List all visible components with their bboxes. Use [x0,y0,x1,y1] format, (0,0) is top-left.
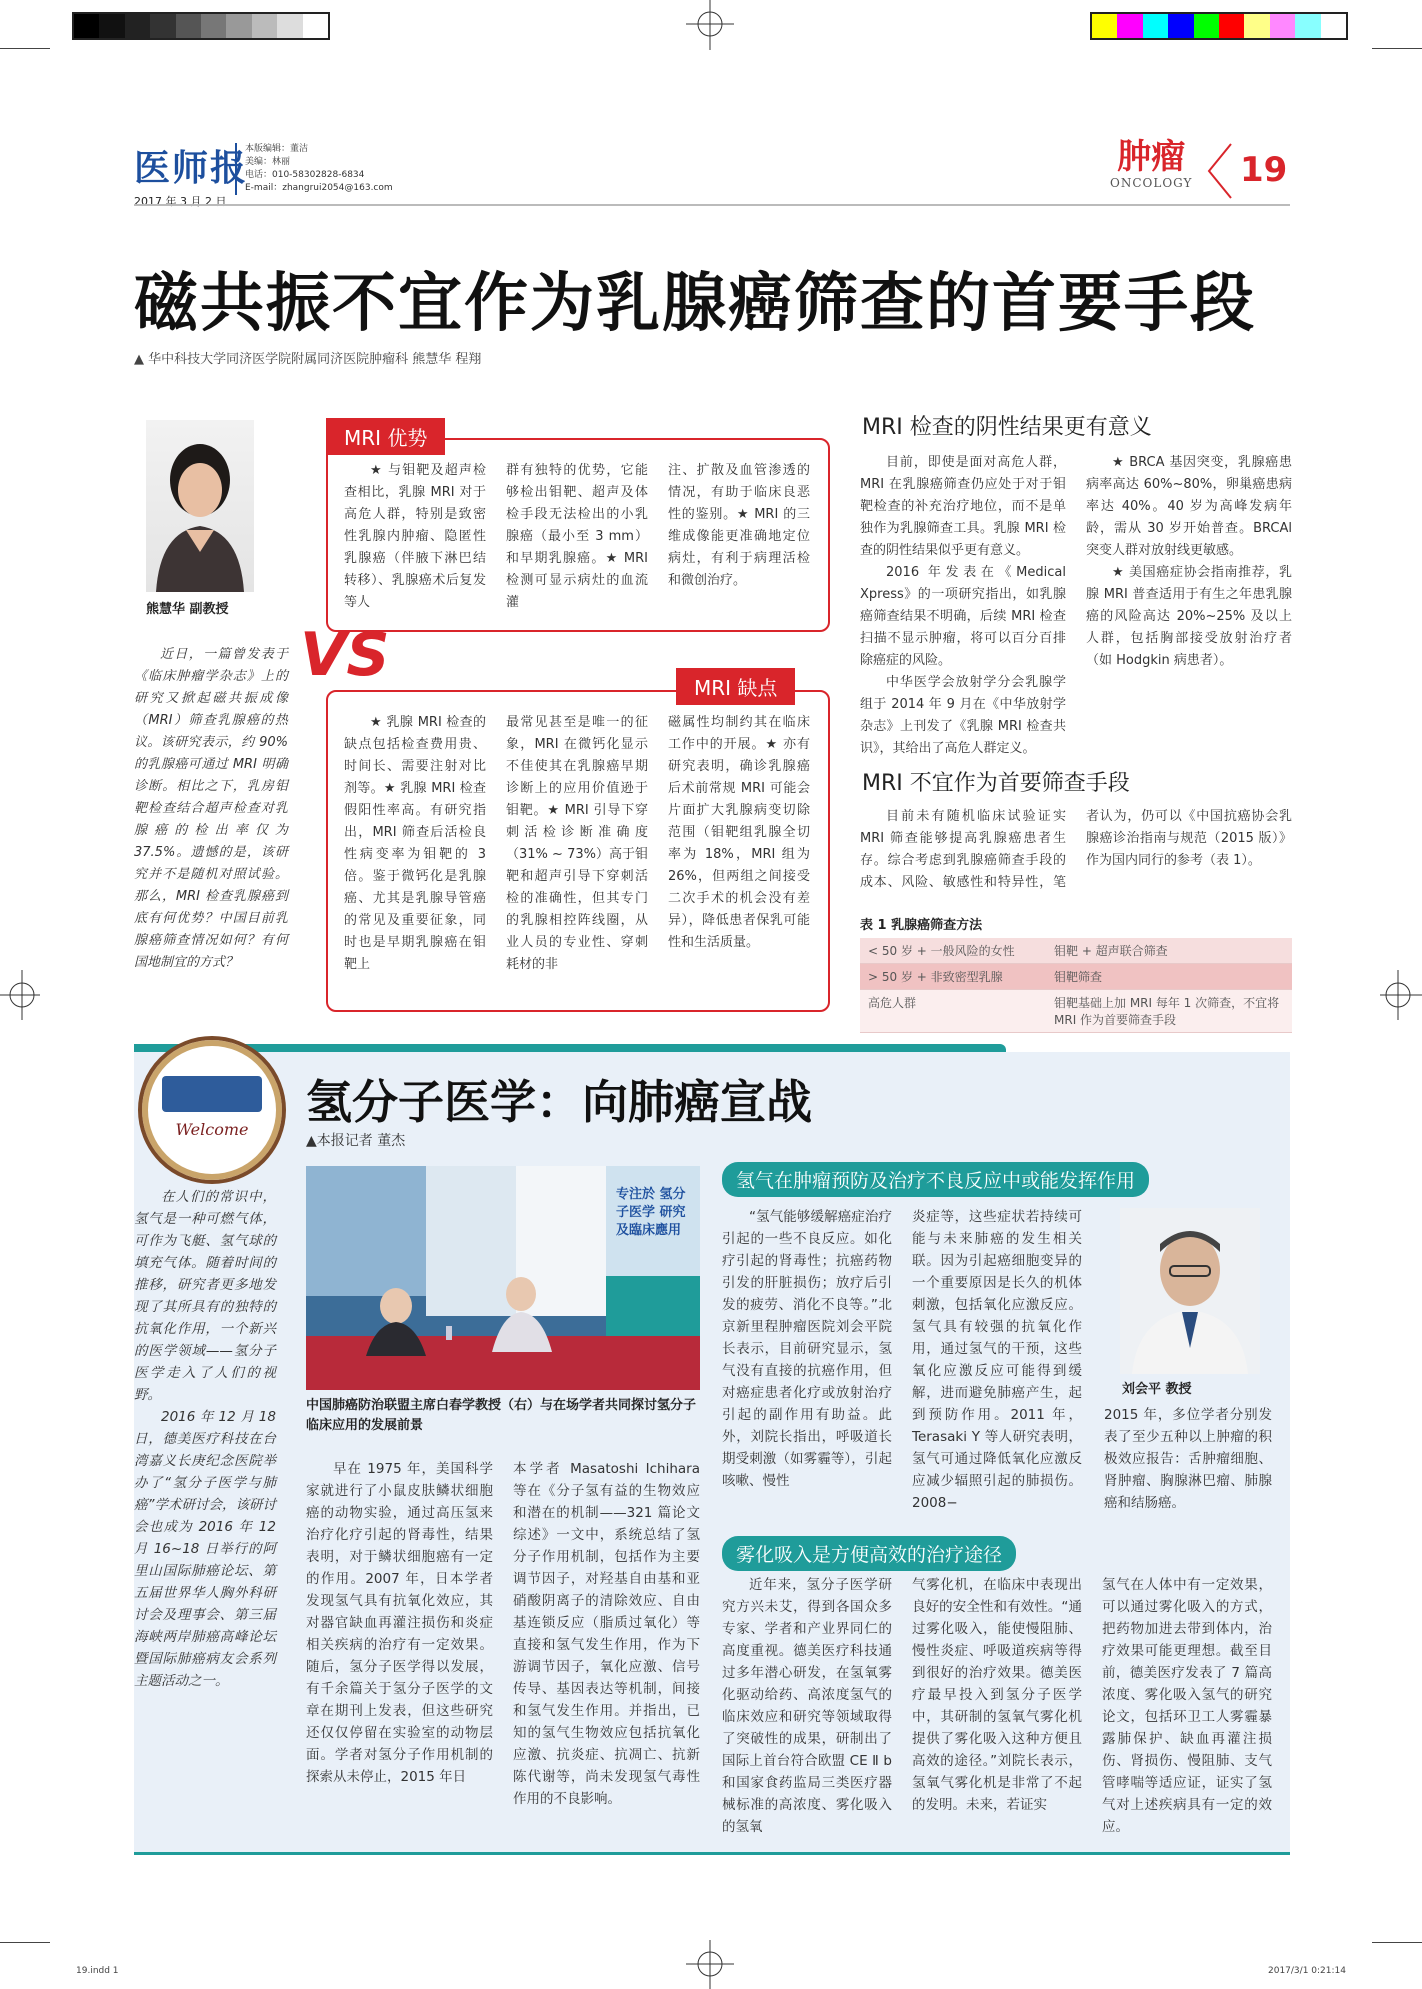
pros-column: 群有独特的优势，它能够检出钼靶、超声及体检手段无法检出的小乳腺癌（最小至 3 mm）和早期乳腺癌。★ MRI 检测可显示病灶的血流灌 [506,463,648,610]
footer-file-name: 19.indd 1 [76,1966,119,1976]
body-column: 近年来，氢分子医学研究方兴未艾，得到各国众多专家、学者和产业界同仁的高度重视。德美医疗科技通过多年潜心研发，在氢氧雾化驱动给药、高浓度氢气的临床效应和研究等领域取得了突破性的成果，研制出了国际上首台符合欧盟 CE Ⅱ b 和国家食药监局三类医疗器械标准的高浓度、雾化吸入的氢氧 [722,1577,892,1835]
newspaper-logo: 医师报 [134,147,249,189]
intro-text [134,1186,276,1692]
footer-timestamp: 2017/3/1 0:21:14 [1268,1966,1346,1976]
paragraph: 在人们的常识中，氢气是一种可燃气体，可作为飞艇、氢气球的填充气体。随着时间的推移，研究者更多地发现了其所具有的独特的抗氧化作用，一个新兴的医学领域——氢分子医学走入了人们的视野。 [134,1189,276,1403]
issue-date: 2017 年 3 月 2 日 [134,195,227,208]
pros-column: ★ 与钼靶及超声检查相比，乳腺 MRI 对于高危人群，特别是致密性乳腺内肿瘤、隐匿性乳腺癌（伴腋下淋巴结转移）、乳腺癌术后复发等人 [344,463,486,610]
body-column: “氢气能够缓解癌症治疗引起的一些不良反应。如化疗引起的肾毒性；抗癌药物引发的肝脏损伤；放疗后引发的疲劳、消化不良等。”北京新里程肿瘤医院刘会平院长表示，目前研究显示，氢气没有直接的抗癌作用，但对癌症患者化疗或放射治疗引起的副作用有助益。此外，刘院长指出，呼吸道长期受刺激（如雾霾等），引起咳嗽、慢性 [722,1209,892,1489]
pros-column: 注、扩散及血管渗透的情况，有助于临床良恶性的鉴别。★ MRI 的三维成像能更准确地定位病灶，有利于病理活检和微创治疗。 [668,463,810,588]
photo-banner-text: 专注於 氢分子医学 研究及臨床應用 [616,1187,686,1238]
article-title: 氢分子医学：向肺癌宣战 [306,1075,812,1129]
masthead-divider [134,204,1290,206]
table-cell: > 50 岁 + 非致密型乳腺 [860,964,1046,990]
subsection-2-text [722,1574,1272,1838]
screening-table [860,938,1292,1033]
event-photo [306,1166,700,1390]
body-column: 炎症等，这些症状若持续可能与未来肺癌的发生相关联。因为引起癌细胞变异的一个重要原因是长久的机体刺激，包括氧化应激反应。氢气具有较强的抗氧化作用，通过氢气的干预，这些氧化应激反应可能得到缓解，进而避免肺癌产生，起到预防作用。2011 年，Terasaki Y 等人研究表明，氢气可通过降低氧化应激反应减少辐照引起的肺损伤。2008− [912,1209,1082,1511]
author-caption: 熊慧华 副教授 [146,602,229,617]
editor-info [235,143,393,195]
table-cell: 钼靶筛查 [1046,964,1292,990]
table-title: 表 1 乳腺癌筛查方法 [860,918,983,933]
table-row [860,938,1292,964]
doctor-caption: 刘会平 教授 [1122,1382,1192,1397]
section-heading: MRI 检查的阴性结果更有意义 [862,415,1152,440]
article-title: 磁共振不宜作为乳腺癌筛查的首要手段 [134,267,1256,341]
person-portrait-icon [146,420,254,592]
registration-mark-bottom [680,1940,740,1989]
registration-mark-right [1380,970,1422,1020]
person-portrait-icon [1120,1208,1260,1374]
page-number: 19 [1240,150,1288,190]
cons-label: MRI 缺点 [676,668,795,705]
badge-banner [162,1076,262,1112]
body-column: 本学者 Masatoshi Ichihara 等在《分子氢有益的生物效应和潜在的机制——321 篇论文综述》一文中，系统总结了氢分子作用机制，包括作为主要调节因子，对羟基自由基和亚硝酸阴离子的清除效应、自由基连锁反应（脂质过氧化）等直接和氢气发生作用，作为下游调节因子，氧化应激、信号传导、基因表达等机制，间接和氢气发生作用。并指出，已知的氢气生物效应包括抗氧化应激、抗炎症、抗凋亡、抗新陈代谢等，尚未发现氢气毒性作用的不良影响。 [513,1461,700,1807]
side-text-2: 目前未有随机临床试验证实 MRI 筛查能够提高乳腺癌患者生存。综合考虑到乳腺癌筛查手段的成本、风险、敏感性和特异性，笔者认为，仍可以《中国抗癌协会乳腺癌诊治指南与规范（2015 版）》作为国内同行的参考（表 1）。 [860,809,1292,890]
registration-mark-left [0,970,40,1020]
section-title: 肿瘤 [1117,137,1186,177]
color-calibration-bar [1090,12,1348,40]
photo-caption: 中国肺癌防治联盟主席白春学教授（右）与在场学者共同探讨氢分子临床应用的发展前景 [306,1398,697,1433]
body-column: 氢气在人体中有一定效果，可以通过雾化吸入的方式，把药物加进去带到体内，治疗效果可能更理想。截至目前，德美医疗发表了 7 篇高浓度、雾化吸入氢气的研究论文，包括环卫工人雾霾暴露肺保护、缺血再灌注损伤、肾损伤、慢阻肺、支气管哮喘等适应证，证实了氢气对上述疾病具有一定的效应。 [1102,1577,1272,1835]
paragraph: 目前，即使是面对高危人群，MRI 在乳腺癌筛查仍应处于对于钼靶检查的补充治疗地位，而不是单独作为乳腺筛查工具。乳腺 MRI 检查的阴性结果似乎更有意义。 [860,455,1066,558]
author-photo [146,420,254,592]
subsection-1-side: 2015 年，多位学者分别发表了至少五种以上肿瘤的积极效应报告：舌肿瘤细胞、肾肿瘤、胸腺淋巴瘤、肺腺癌和结肠癌。 [1104,1407,1272,1511]
masthead [134,140,248,209]
grayscale-calibration-bar [72,12,330,40]
table-cell: < 50 岁 + 一般风险的女性 [860,938,1046,964]
side-column [1086,452,1292,760]
crop-mark [1372,48,1422,49]
crop-mark [1372,1942,1422,1943]
editor-line: E-mail：zhangrui2054@163.com [245,183,393,193]
editor-line: 电话：010-58302828-6834 [245,170,365,180]
article2-body [306,1458,700,1810]
paragraph: ★ 美国癌症协会指南推荐，乳腺 MRI 普查适用于有生之年患乳腺癌的风险高达 20%~25% 及以上人群，包括胸部接受放射治疗者（如 Hodgkin 病患者）。 [1086,565,1292,668]
subsection-1-text [722,1206,1082,1514]
article-byline: ▲ 华中科技大学同济医学院附属同济医院肿瘤科 熊慧华 程翔 [134,352,482,367]
vs-mark: VS [300,620,390,690]
cons-column: 最常见甚至是唯一的征象，MRI 在微钙化显示不佳使其在乳腺癌早期诊断上的应用价值逊于钼靶。★ MRI 引导下穿刺活检诊断准确度（31% ~ 73%）高于钼靶和超声引导下穿刺活检的准确性，但其专门的乳腺相控阵线圈，从业人员的专业性、穿刺耗材的非 [506,715,648,972]
section-subtitle: ONCOLOGY [1110,176,1193,190]
doctor-photo [1120,1208,1260,1374]
paragraph: 2016 年 12 月 18 日，德美医疗科技在台湾嘉义长庚纪念医院举办了“氢分子医学与肺癌”学术研讨会，该研讨会也成为 2016 年 12 月 16~18 日举行的阿里山国际肺癌论坛、第五届世界华人胸外科研讨会及理事会、第三届海峡两岸肺癌高峰论坛暨国际肺癌病友会系列主题活动之一。 [134,1409,276,1689]
pros-label: MRI 优势 [326,418,445,455]
side-text-1 [860,452,1292,760]
registration-mark-top [680,0,740,50]
section-heading: MRI 不宜作为首要筛查手段 [862,771,1130,796]
editor-line: 本版编辑：董洁 [245,144,309,154]
table-row [860,964,1292,990]
paragraph: 中华医学会放射学分会乳腺学组于 2014 年 9 月在《中华放射学杂志》上刊发了《乳腺 MRI 检查共识》，其给出了高危人群定义。 [860,675,1066,756]
chevron-left-icon [1205,142,1235,200]
cons-column: ★ 乳腺 MRI 检查的缺点包括检查费用贵、时间长、需要注射对比剂等。★ 乳腺 MRI 检查假阳性率高。有研究指出，MRI 筛查后活检良性病变率为钼靶的 3 倍。鉴于微钙化是乳腺癌、尤其是乳腺导管癌的常见及重要征象，同时也是早期乳腺癌在钼靶上 [344,715,486,972]
badge-text: Welcome [175,1120,249,1139]
table-cell: 高危人群 [860,990,1046,1033]
body-column: 气雾化机，在临床中表现出良好的安全性和有效性。“通过雾化吸入，能使慢阻肺、慢性炎症、呼吸道疾病等得到很好的治疗效果。德美医疗最早投入到氢分子医学中，其研制的氢氧气雾化机提供了雾化吸入这种方便且高效的途径。”刘院长表示，氢氧气雾化机是非常了不起的发明。未来，若证实 [912,1577,1082,1813]
crop-mark [0,1942,50,1943]
body-column: 早在 1975 年，美国科学家就进行了小鼠皮肤鳞状细胞癌的动物实验，通过高压氢来治疗化疗引起的肾毒性，结果表明，对于鳞状细胞癌有一定的作用。2007 年，日本学者发现氢气具有抗氧化效应，其对器官缺血再灌注损伤和炎症相关疾病的治疗有一定效果。随后，氢分子医学得以发展，有千余篇关于氢分子医学的文章在期刊上发表，但这些研究还仅仅停留在实验室的动物层面。学者对氢分子作用机制的探索从未停止，2015 年日 [306,1461,493,1785]
table-cell: 钼靶 + 超声联合筛查 [1046,938,1292,964]
section-label [1110,138,1192,190]
panel-top-bar [134,1044,1006,1052]
table-row [860,990,1292,1033]
paragraph: 2016 年发表在《Medical Xpress》的一项研究指出，如乳腺癌筛查结果不明确，后续 MRI 检查扫描不显示肿瘤，将可以百分百排除癌症的风险。 [860,565,1066,668]
article-byline: ▲本报记者 董杰 [306,1133,406,1149]
side-column [860,452,1066,760]
crop-mark [0,48,50,49]
event-badge [138,1036,286,1184]
paragraph: ★ BRCA 基因突变，乳腺癌患病率高达 60%~80%，卵巢癌患病率达 40%。40 岁为高峰发病年龄，需从 30 岁开始普查。BRCAl 突变人群对放射线更敏感。 [1086,455,1292,558]
subsection-heading: 雾化吸入是方便高效的治疗途径 [722,1536,1016,1571]
cons-column: 磁属性均制约其在临床工作中的开展。★ 亦有研究表明，确诊乳腺癌后术前常规 MRI 可能会片面扩大乳腺病变切除范围（钼靶组乳腺全切率为 18%，MRI 组为 26%，但两组之间接受二次手术的机会没有差异），降低患者保乳可能性和生活质量。 [668,715,810,950]
cons-text [344,712,810,976]
table-cell: 钼靶基础上加 MRI 每年 1 次筛查，不宜将 MRI 作为首要筛查手段 [1046,990,1292,1033]
pros-text [344,460,810,614]
editor-line: 美编：林丽 [245,157,291,167]
intro-text: 近日，一篇曾发表于《临床肿瘤学杂志》上的研究又掀起磁共振成像（MRI）筛查乳腺癌的热议。该研究表示，约 90% 的乳腺癌可通过 MRI 明确诊断。相比之下，乳房钼靶检查结合超声检查对乳腺癌的检出率仅为 37.5%。遗憾的是，该研究并不是随机对照试验。那么，MRI 检查乳腺癌到底有何优势？中国目前乳腺癌筛查情况如何？有何国地制宜的方式？ [134,647,288,970]
subsection-heading: 氢气在肿瘤预防及治疗不良反应中或能发挥作用 [722,1162,1149,1197]
